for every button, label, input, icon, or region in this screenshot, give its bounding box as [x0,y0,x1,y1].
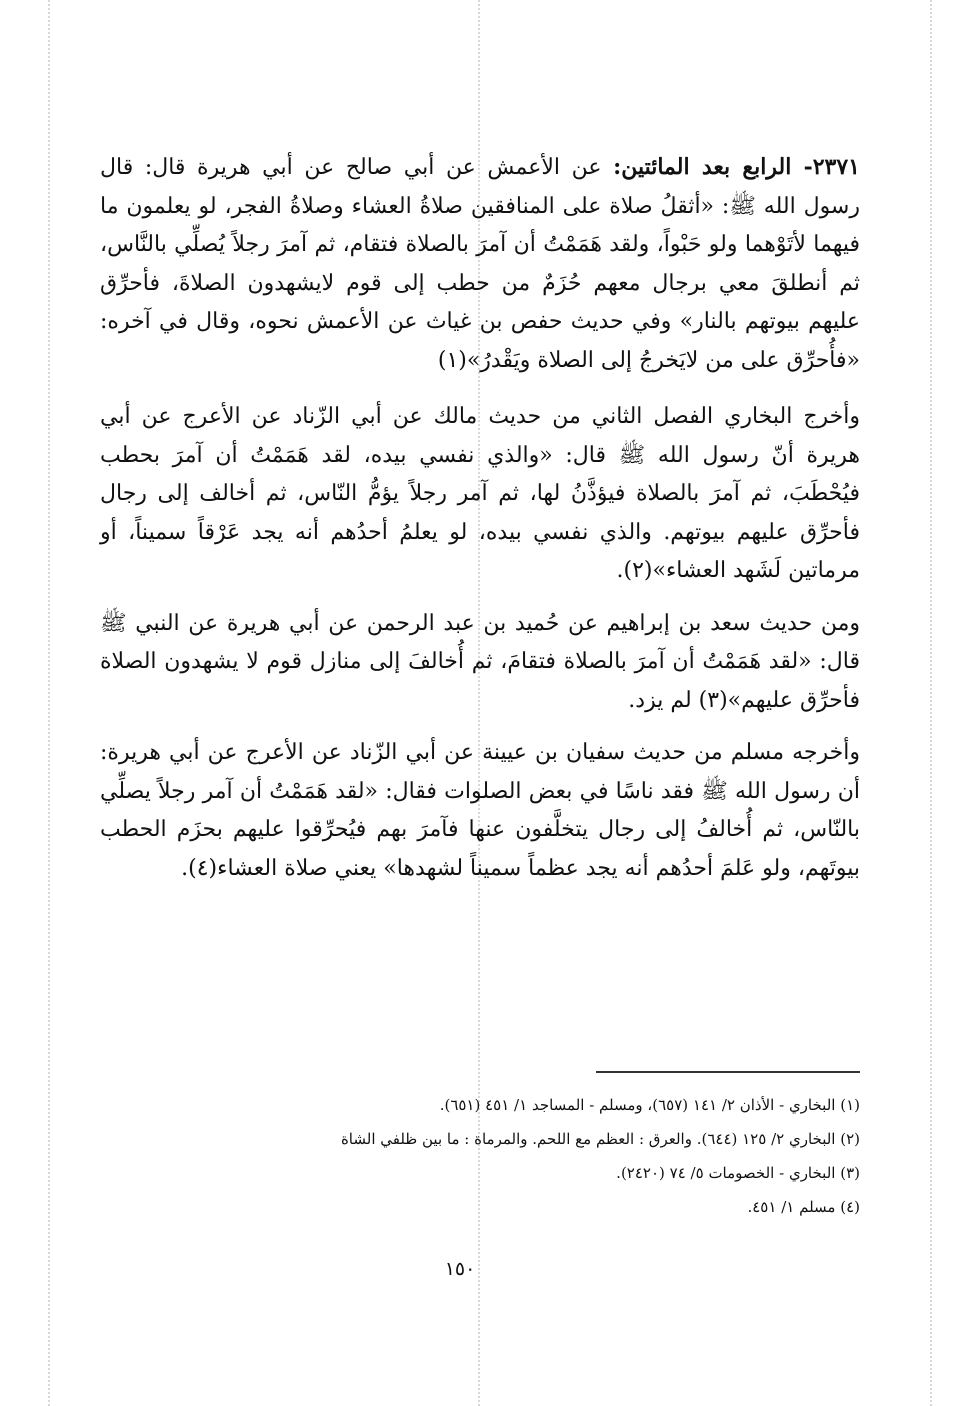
hadith-heading: ٢٣٧١- الرابع بعد المائتين: [613,154,860,180]
scan-guide-line-left [48,0,50,1406]
paragraph-bukhari: وأخرج البخاري الفصل الثاني من حديث مالك عن أبي الزّناد عن الأعرج عن أبي هريرة أنّ رسول الله ﷺ قال: «والذي نفسي بيده، لقد هَمَمْتُ أن آمرَ بحطب فيُحْطَبَ، ثم آمرَ بالصلاة فيؤذَّنُ لها، ثم آمر رجلاً يؤمُّ النّاس، ثم أخالف إلى رجال فأحرِّق عليهم بيوتهم. والذي نفسي بيده، لو يعلمُ أحدُهم أنه يجد عَرْقاً سميناً، أو مرماتين لَشَهد العشاء»(٢). [100,404,860,583]
footnote-2: (٢) البخاري ٢/ ١٢٥ (٦٤٤). والعرق : العظم مع اللحم. والمرماة : ما بين ظلفي الشاة [340,1130,860,1148]
footnote-4: (٤) مسلم ١/ ٤٥١. [747,1198,860,1216]
paragraph-muslim: وأخرجه مسلم من حديث سفيان بن عيينة عن أبي الزّناد عن الأعرج عن أبي هريرة: أن رسول الله ﷺ فقد ناسًا في بعض الصلوات فقال: «لقد هَمَمْتُ أن آمر رجلاً يصلِّي بالنّاس، ثم أُخالفُ إلى رجال يتخلَّفون عنها فآمرَ بهم فيُحرِّقوا عليهم بحزَم الحطب بيوتَهم، ولو عَلمَ أحدُهم أنه يجد عظماً سميناً لشهدها» يعني صلاة العشاء(٤). [100,740,860,881]
page-body [100,148,860,902]
hadith-text: عن الأعمش عن أبي صالح عن أبي هريرة قال: قال رسول الله ﷺ: «أثقلُ صلاة على المنافقين صلاةُ العشاء وصلاةُ الفجر، لو يعلمون ما فيهما لأتَوْهما ولو حَبْواً، ولقد هَمَمْتُ أن آمرَ بالصلاة فتقام، ثم آمرَ رجلاً يُصلِّي بالنَّاس، ثم أنطلقَ معي برجال معهم حُزَمٌ من حطب إلى قوم لايشهدون الصلاةَ، فأحرِّق عليهم بيوتهم بالنار» وفي حديث حفص بن غياث عن الأعمش نحوه، وقال في آخره: «فأُحرِّق على من لايَخرجُ إلى الصلاة ويَقْدرُ»(١) [100,155,860,373]
paragraph-saad: ومن حديث سعد بن إبراهيم عن حُميد بن عبد الرحمن عن أبي هريرة عن النبي ﷺ قال: «لقد هَمَمْتُ أن آمرَ بالصلاة فتقامَ، ثم أُخالفَ إلى منازل قوم لا يشهدون الصلاة فأحرِّق عليهم»(٣) لم يزد. [100,610,860,713]
footnotes [100,1088,860,1224]
footnote-3: (٣) البخاري - الخصومات ٥/ ٧٤ (٢٤٢٠). [616,1164,860,1182]
scan-guide-line-right [930,0,932,1406]
hadith-paragraph [100,148,860,380]
page-number: ١٥٠ [444,1258,476,1280]
footnote-1: (١) البخاري - الأذان ٢/ ١٤١ (٦٥٧)، ومسلم - المساجد ١/ ٤٥١ (٦٥١). [439,1096,860,1114]
footnote-divider [596,1071,860,1073]
